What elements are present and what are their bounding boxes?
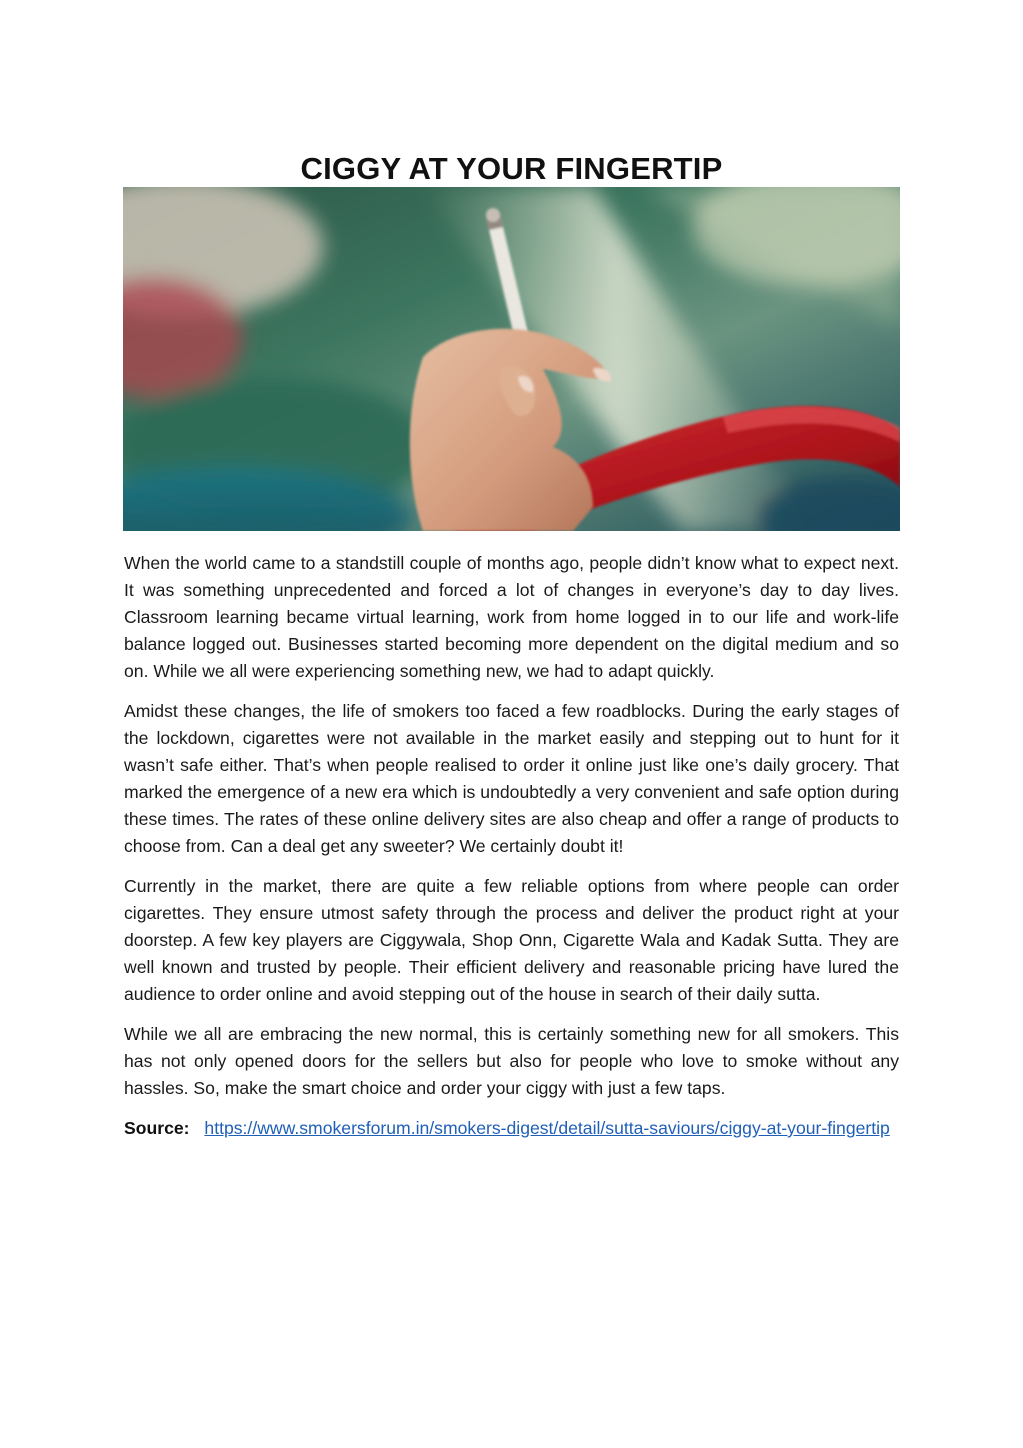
- paragraph: Currently in the market, there are quite a few reliable options from where people can order cigarettes. They ensure utmost safety through the process and deliver the product right at your doorstep. A few key players are Ciggywala, Shop Onn, Cigarette Wala and Kadak Sutta. They are well known and trusted by people. Their efficient delivery and reasonable pricing have lured the audience to order online and avoid stepping out of the house in search of their daily sutta.: [124, 876, 899, 1004]
- paragraph: While we all are embracing the new normal, this is certainly something new for all smokers. This has not only opened doors for the sellers but also for people who love to smoke without any hassles. So, make the smart choice and order your ciggy with just a few taps.: [124, 1024, 899, 1098]
- source-label: Source:: [124, 1118, 190, 1138]
- hero-photo: [123, 187, 900, 531]
- source-line: [124, 1115, 899, 1142]
- source-link[interactable]: https://www.smokersforum.in/smokers-digest/detail/sutta-saviours/ciggy-at-your-fingertip: [204, 1118, 890, 1138]
- paragraph: Amidst these changes, the life of smokers too faced a few roadblocks. During the early stages of the lockdown, cigarettes were not available in the market easily and stepping out to hunt for it wasn’t safe either. That’s when people realised to order it online just like one’s daily grocery. That marked the emergence of a new era which is undoubtedly a very convenient and safe option during these times. The rates of these online delivery sites are also cheap and offer a range of products to choose from. Can a deal get any sweeter? We certainly doubt it!: [124, 701, 899, 856]
- article-body: [124, 550, 899, 1142]
- paragraph: When the world came to a standstill couple of months ago, people didn’t know what to expect next. It was something unprecedented and forced a lot of changes in everyone’s day to day lives. Classroom learning became virtual learning, work from home logged in to our life and work-life balance logged out. Businesses started becoming more dependent on the digital medium and so on. While we all were experiencing something new, we had to adapt quickly.: [124, 553, 899, 681]
- page-title: CIGGY AT YOUR FINGERTIP: [300, 150, 723, 186]
